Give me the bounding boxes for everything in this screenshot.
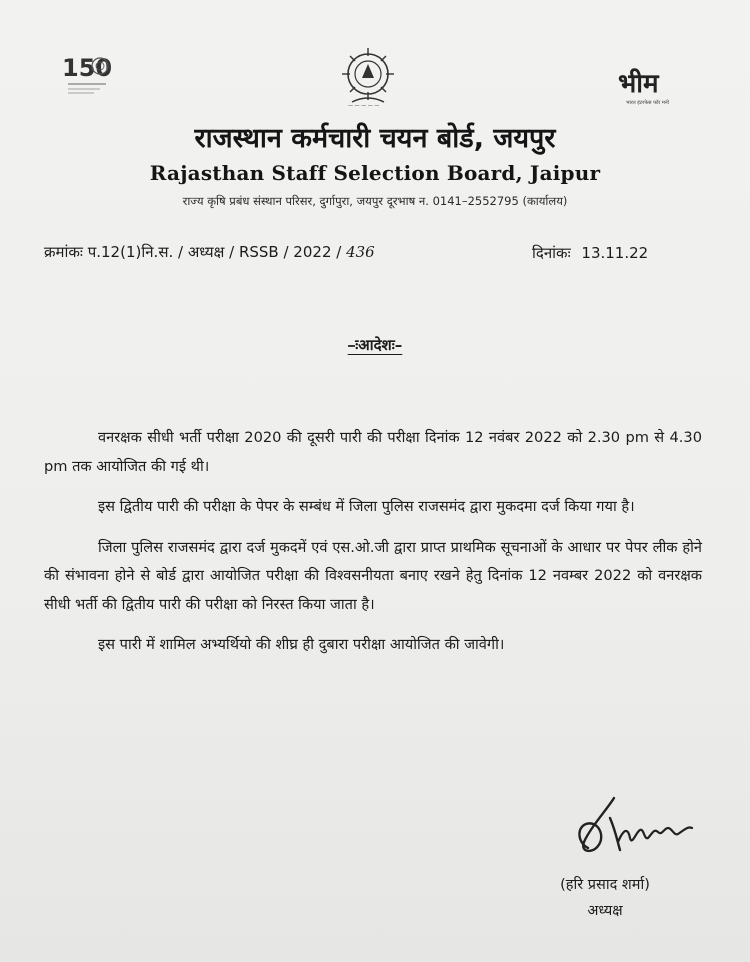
board-title-english: Rajasthan Staff Selection Board, Jaipur <box>149 161 601 185</box>
order-paragraph: जिला पुलिस राजसमंद द्वारा दर्ज मुकदमें एवं एस.ओ.जी द्वारा प्राप्त प्राथमिक सूचनाओं के आधार पर पेपर लीक होने की संभावना होने से बोर्ड द्वारा आयोजित परीक्षा की विश्वसनीयता बनाए रखने हेतु दिनांक 12 नवम्बर 2022 को वनरक्षक सीधी भर्ती की द्वितीय पारी की परीक्षा को निरस्त किया जाता है। <box>44 538 702 613</box>
reference-number <box>44 242 375 262</box>
order-heading-text: –ःआदेशः– <box>347 336 403 354</box>
reference-value: प.12(1)नि.स. / अध्यक्ष / RSSB / 2022 / <box>87 243 342 261</box>
order-paragraph: इस द्वितीय पारी की परीक्षा के पेपर के सम्बंध में जिला पुलिस राजसमंद द्वारा मुकदमा दर्ज किया गया है। <box>98 498 635 515</box>
signatory-name: (हरि प्रसाद शर्मा) <box>560 877 650 893</box>
svg-text:150: 150 <box>62 54 113 82</box>
government-emblem-icon <box>338 44 398 108</box>
date-label: दिनांकः <box>532 244 571 262</box>
order-heading <box>0 335 750 355</box>
bhim-logo-subtext: भारत इंटरफेस फॉर मनी <box>626 100 669 106</box>
bhim-logo-text: भीम <box>618 69 659 99</box>
order-body <box>44 424 702 672</box>
office-address: राज्य कृषि प्रबंध संस्थान परिसर, दुर्गापुरा, जयपुर दूरभाष न. 0141–2552795 (कार्यालय) <box>182 194 568 208</box>
order-paragraph: इस पारी में शामिल अभ्यर्थियो की शीघ्र ही दुबारा परीक्षा आयोजित की जावेगी। <box>98 636 505 653</box>
handwritten-reference-suffix: 436 <box>346 243 375 261</box>
reference-label: क्रमांकः <box>44 243 83 261</box>
commemorative-150-logo <box>60 48 116 100</box>
date-value: 13.11.22 <box>581 244 649 262</box>
order-date <box>532 243 648 263</box>
handwritten-signature <box>568 788 718 870</box>
bhim-logo <box>618 44 690 116</box>
board-title-hindi: राजस्थान कर्मचारी चयन बोर्ड, जयपुर <box>194 123 556 154</box>
order-paragraph: वनरक्षक सीधी भर्ती परीक्षा 2020 की दूसरी पारी की परीक्षा दिनांक 12 नवंबर 2022 को 2.30 pm से 4.30 pm तक आयोजित की गई थी। <box>44 429 702 475</box>
signatory-designation: अध्यक्ष <box>587 903 623 919</box>
svg-text:— — — — —: — — — — — <box>348 103 380 108</box>
